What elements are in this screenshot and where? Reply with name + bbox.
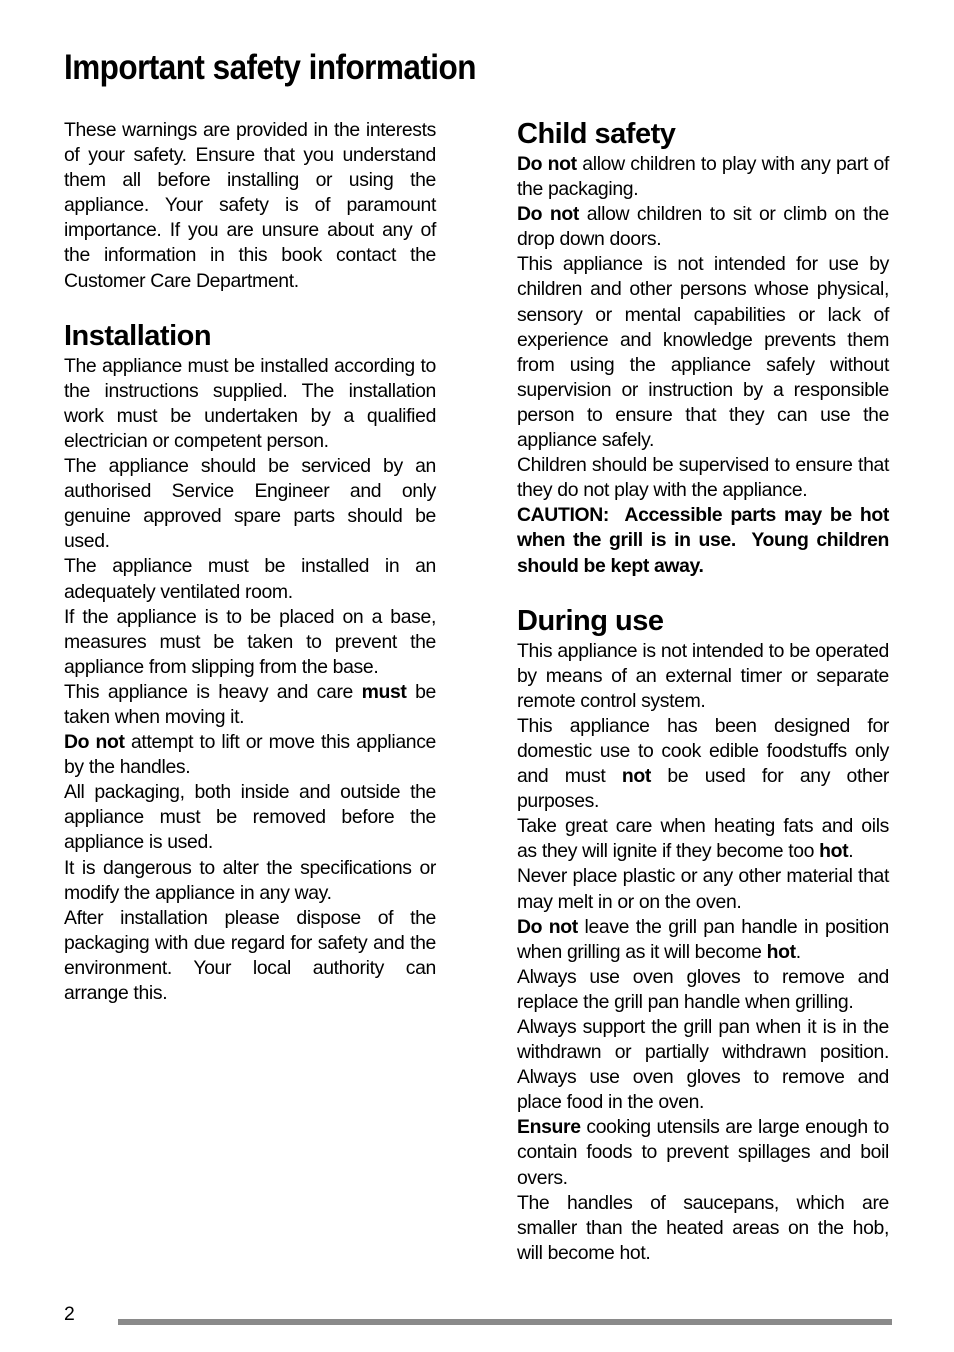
child-safety-paragraph: This appliance is not intended for use by children and other persons whose physical, sensory or mental capabilities or lack of experience and knowledge prevents them from using the appliance safely without supervision or instruction by a responsible person to ensure that they can use the appliance safely. [517,253,889,452]
left-column [64,118,436,1006]
bold-text: Do not [517,915,578,938]
installation-paragraph: All packaging, both inside and outside the appliance must be removed before the appliance is used. [64,781,436,854]
installation-paragraph: It is dangerous to alter the specifications or modify the appliance in any way. [64,856,436,904]
text-run: . [795,940,801,963]
text-run: allow children to play with any part of the packaging. [517,153,889,201]
bold-text: Ensure [517,1116,581,1139]
text-run: be taken when moving it. [64,680,436,728]
page-number: 2 [64,1303,75,1325]
during-use-paragraph: Always support the grill pan when it is in the withdrawn or partially withdrawn position. Always use oven gloves to remove and place food in the oven. [517,1016,889,1114]
during-use-paragraph: Never place plastic or any other material that may melt in or on the oven. [517,865,889,913]
during-use-paragraph [517,714,889,814]
text-run: cooking utensils are large enough to contain foods to prevent spillages and boil overs. [517,1116,889,1189]
bold-text: must [361,680,407,703]
child-safety-paragraph [517,202,889,252]
installation-paragraph [64,680,436,730]
right-column [517,116,895,1266]
during-use-paragraph [517,814,889,864]
caution-text: CAUTION: Accessible parts may be hot when the grill is in use. Young children should be kept away. [517,504,895,577]
intro-paragraph: These warnings are provided in the interests of your safety. Ensure that you understand them all before installing or using the appliance. Your safety is of paramount importance. If you are unsure about any of the information in this book contact the Customer Care Department. [64,119,436,292]
installation-paragraph [64,730,436,780]
text-run: Take great care when heating fats and oils as they will ignite if they become too [517,815,889,863]
child-safety-paragraph: Children should be supervised to ensure that they do not play with the appliance. [517,454,889,502]
text-run: attempt to lift or move this appliance by the handles. [64,731,436,779]
bold-text: Do not [517,153,577,175]
child-safety-heading: Child safety [517,118,676,150]
text-run: This appliance is heavy and care [64,680,362,703]
caution-paragraph [517,503,895,578]
footer-rule [118,1319,892,1325]
installation-heading: Installation [64,319,212,352]
during-use-paragraph: The handles of saucepans, which are smaller than the heated areas on the hob, will become hot. [517,1191,889,1264]
during-use-paragraph: Always use oven gloves to remove and replace the grill pan handle when grilling. [517,965,889,1013]
text-run: This appliance has been designed for domestic use to cook edible foodstuffs only and must [517,714,889,788]
installation-paragraph: The appliance must be installed according to the instructions supplied. The installation work must be undertaken by a qualified electrician or competent person. [64,354,436,452]
text-run: leave the grill pan handle in position when grilling as it will become [517,915,889,963]
installation-paragraph: If the appliance is to be placed on a base, measures must be taken to prevent the appliance from slipping from the base. [64,605,436,678]
bold-text: not [621,765,651,788]
installation-paragraph: After installation please dispose of the packaging with due regard for safety and the environment. Your local authority can arrange this. [64,906,436,1004]
bold-text: hot [819,840,849,863]
text-run: . [848,840,854,863]
during-use-heading: During use [517,604,664,637]
during-use-paragraph [517,1115,889,1190]
installation-paragraph: The appliance must be installed in an adequately ventilated room. [64,555,436,603]
bold-text: Do not [517,203,579,226]
bold-text: Do not [64,731,125,754]
installation-paragraph: The appliance should be serviced by an authorised Service Engineer and only genuine approved spare parts should be used. [64,455,436,553]
during-use-paragraph [517,915,889,965]
bold-text: hot [766,940,796,963]
child-safety-paragraph [517,152,889,202]
page-title: Important safety information [64,48,476,87]
text-run: be used for any other purposes. [517,765,889,813]
during-use-paragraph: This appliance is not intended to be operated by means of an external timer or separate remote control system. [517,639,889,712]
text-run: allow children to sit or climb on the drop down doors. [517,203,889,251]
